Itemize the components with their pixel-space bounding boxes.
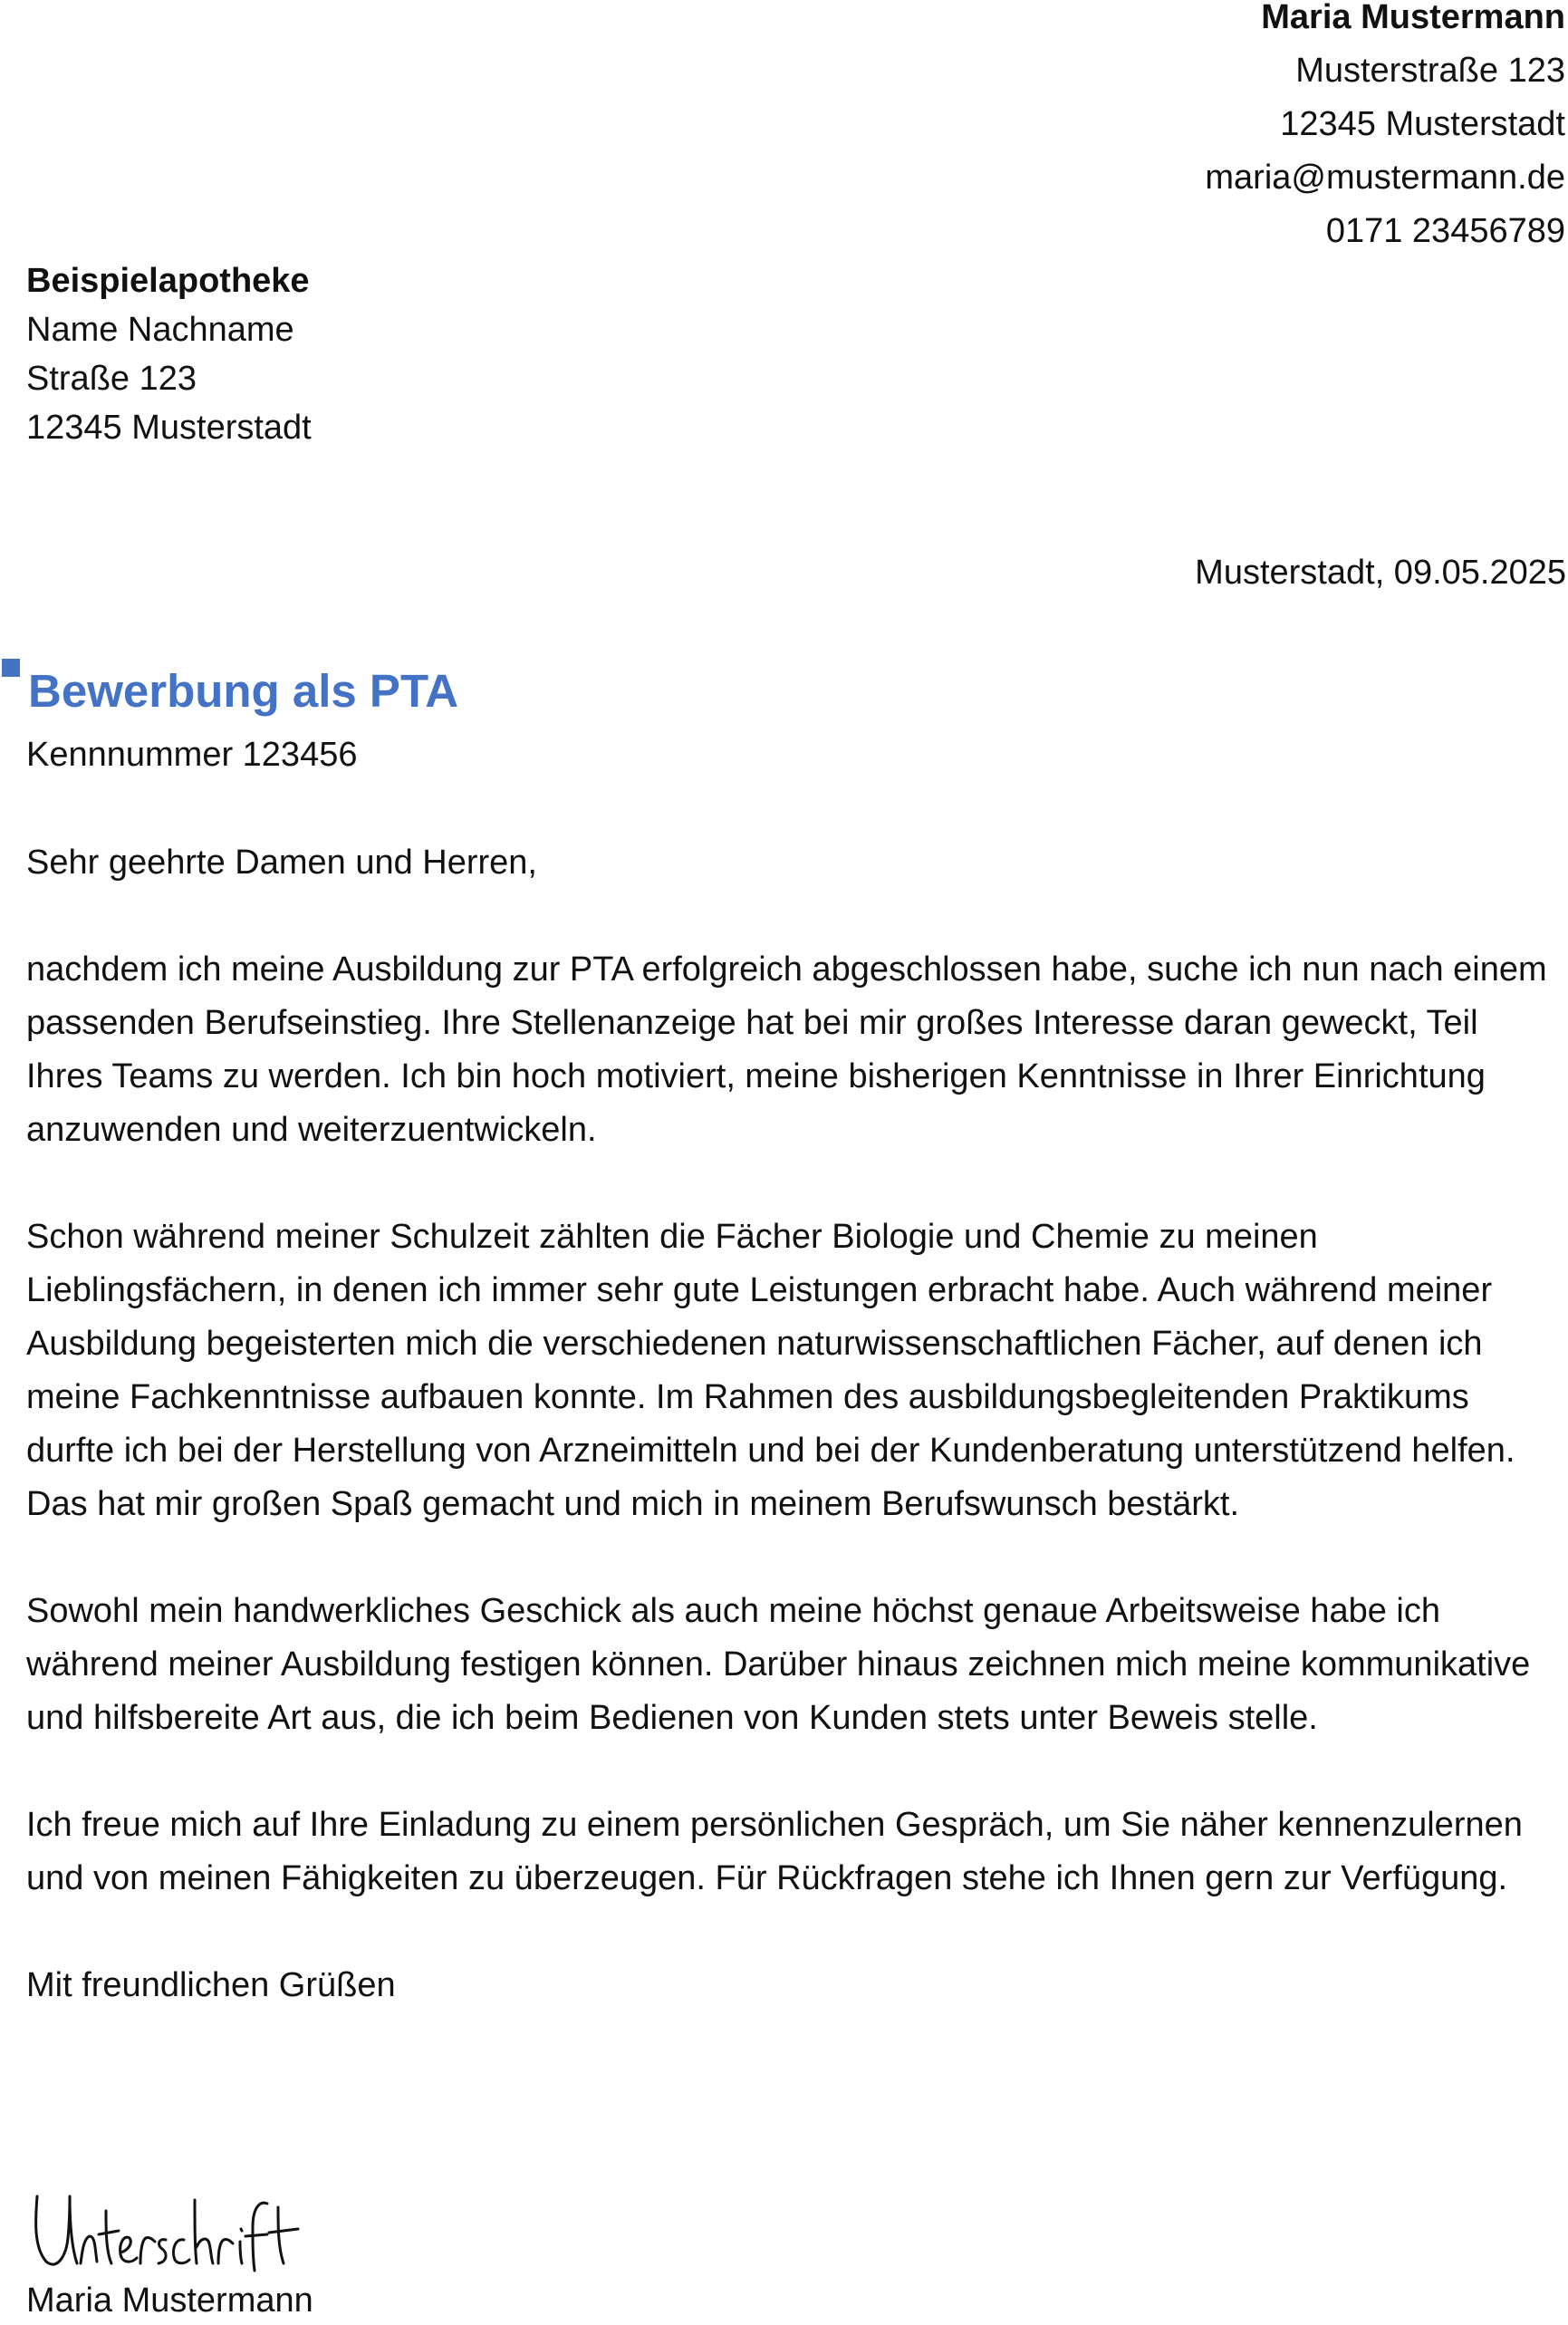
reference-number: Kennnummer 123456 [26, 736, 358, 774]
recipient-contact: Name Nachname [26, 311, 294, 349]
paragraph: Sowohl mein handwerkliches Geschick als auch meine höchst genaue Arbeitsweise habe ich während meiner Ausbildung festigen können. Darüber hinaus zeichnen mich meine kommunikative und hilfsbereite Art aus, die ich beim Bedienen von Kunden stets unter Beweis stelle. [26, 1592, 1531, 1737]
sender-city: 12345 Musterstadt [1280, 105, 1565, 143]
salutation: Sehr geehrte Damen und Herren, [26, 844, 537, 882]
paragraph: Ich freue mich auf Ihre Einladung zu einem persönlichen Gespräch, um Sie näher kennenzulernen und von meinen Fähigkeiten zu überzeugen. Für Rückfragen stehe ich Ihnen gern zur Verfügung. [26, 1806, 1523, 1897]
heading-marker [2, 659, 20, 677]
sender-phone: 0171 23456789 [1325, 212, 1565, 250]
subject-heading: Bewerbung als PTA [28, 665, 459, 717]
date-line: Musterstadt, 09.05.2025 [1195, 554, 1566, 592]
paragraph: nachdem ich meine Ausbildung zur PTA erfolgreich abgeschlossen habe, suche ich nun nach einem passenden Berufseinstieg. Ihre Stellenanzeige hat bei mir großes Interesse daran geweckt, Teil Ihres Teams zu werden. Ich bin hoch motiviert, meine bisherigen Kenntnisse in Ihrer Einrichtung anzuwenden und weiterzuentwickeln. [26, 950, 1547, 1149]
letter-body [26, 836, 1557, 2012]
signer-name: Maria Mustermann [26, 2282, 313, 2320]
sender-name: Maria Mustermann [1261, 0, 1565, 36]
sender-street: Musterstraße 123 [1295, 52, 1565, 90]
recipient-address [26, 256, 312, 452]
sender-email: maria@mustermann.de [1205, 159, 1565, 197]
recipient-city: 12345 Musterstadt [26, 409, 312, 447]
paragraph: Schon während meiner Schulzeit zählten die Fächer Biologie und Chemie zu meinen Lieblingsfächern, in denen ich immer sehr gute Leistungen erbracht habe. Auch während meiner Ausbildung begeisterten mich die verschiedenen naturwissenschaftlichen Fächer, auf denen ich meine Fachkenntnisse aufbauen konnte. Im Rahmen des ausbildungsbegleitenden Praktikums durfte ich bei der Herstellung von Arzneimitteln und bei der Kundenberatung unterstützend helfen. Das hat mir großen Spaß gemacht und mich in meinem Berufswunsch bestärkt. [26, 1218, 1515, 1523]
sender-address [0, 0, 1568, 258]
recipient-company: Beispielapotheke [26, 262, 310, 300]
recipient-street: Straße 123 [26, 360, 197, 398]
handwritten-signature [30, 2184, 320, 2274]
closing: Mit freundlichen Grüßen [26, 1966, 396, 2004]
